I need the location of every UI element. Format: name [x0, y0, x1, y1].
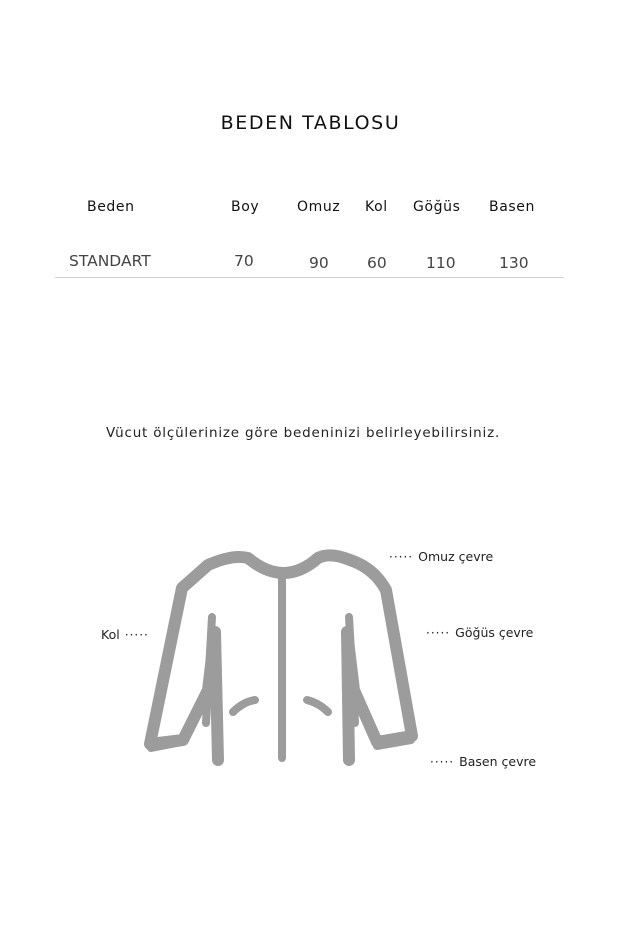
cell-boy: 70: [234, 252, 254, 270]
cell-omuz: 90: [309, 254, 329, 272]
kol-callout: [101, 624, 149, 643]
header-beden: Beden: [87, 199, 135, 215]
header-basen: Basen: [489, 199, 535, 215]
jacket-illustration: [130, 540, 430, 775]
basen-callout: [430, 751, 536, 770]
cell-beden: STANDART: [69, 252, 151, 270]
cell-basen: 130: [499, 254, 529, 272]
omuz-callout: [389, 546, 493, 565]
header-omuz: Omuz: [297, 199, 341, 215]
subtitle: Vücut ölçülerinize göre bedeninizi belirleyebilirsiniz.: [106, 425, 501, 441]
page-title: BEDEN TABLOSU: [220, 112, 401, 134]
table-divider: [55, 277, 564, 278]
omuz-label: Omuz çevre: [418, 549, 494, 564]
header-boy: Boy: [231, 199, 260, 215]
omuz-leader-dots: ·····: [389, 550, 414, 564]
gogus-label: Göğüs çevre: [455, 625, 534, 640]
cell-gogus: 110: [426, 254, 456, 272]
left-pocket: [233, 700, 255, 712]
basen-label: Basen çevre: [459, 754, 537, 769]
header-gogus: Göğüs: [413, 199, 461, 215]
header-kol: Kol: [365, 199, 388, 215]
cell-kol: 60: [367, 254, 387, 272]
kol-leader-dots: ·····: [124, 628, 149, 642]
gogus-callout: [426, 622, 533, 641]
basen-leader-dots: ·····: [430, 755, 455, 769]
gogus-leader-dots: ·····: [426, 626, 451, 640]
right-pocket: [307, 700, 328, 712]
kol-label: Kol: [101, 627, 120, 642]
